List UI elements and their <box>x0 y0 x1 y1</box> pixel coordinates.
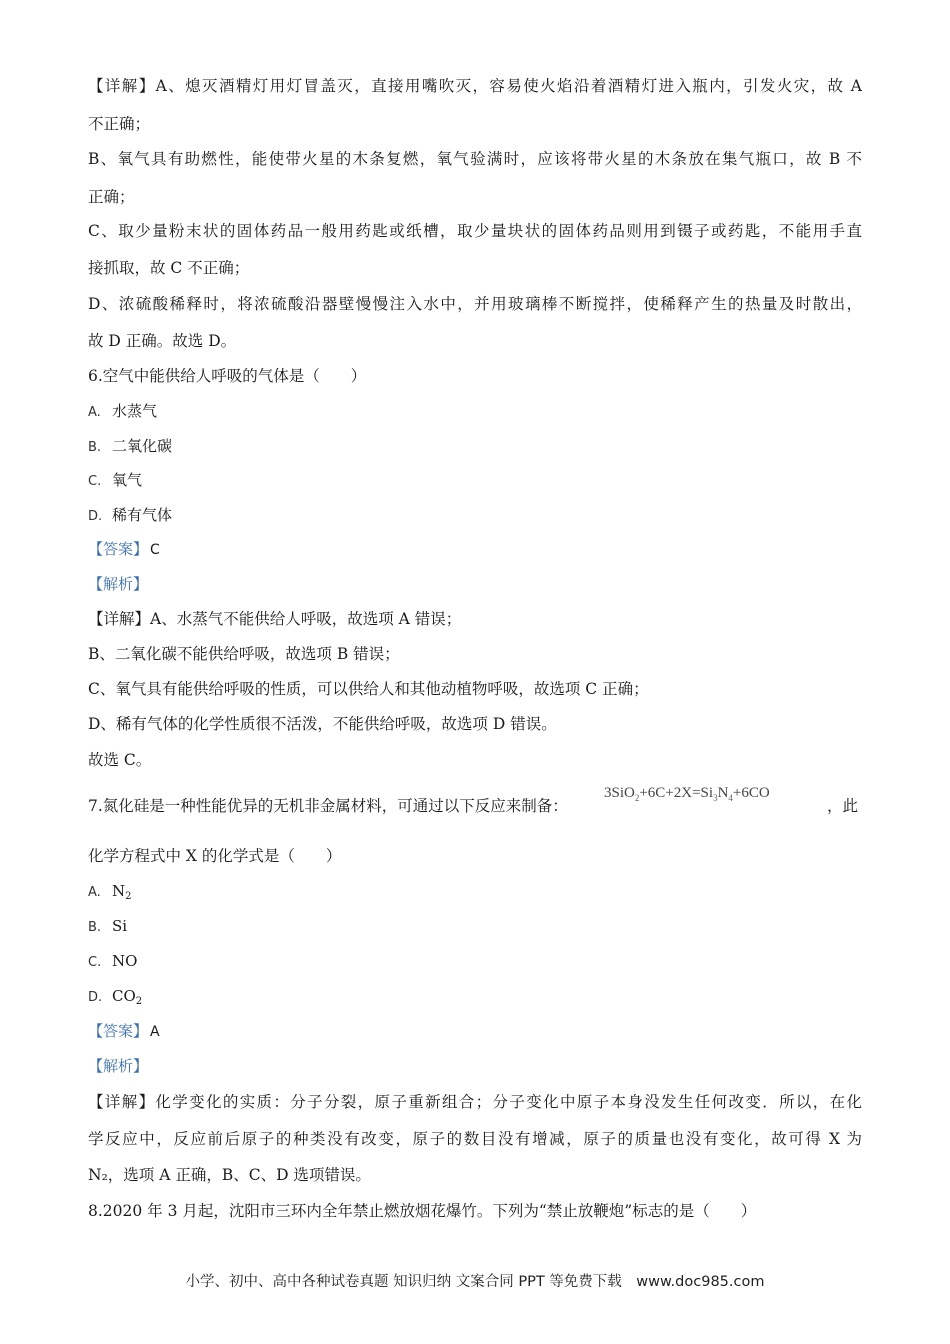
q6-detail-3: C、氧气具有能供给呼吸的性质，可以供给人和其他动植物呼吸，故选项 C 正确； <box>88 680 649 698</box>
q5-detail-b-line1: B、氧气具有助燃性，能使带火星的木条复燃，氧气验满时，应该将带火星的木条放在集气瓶口，故 B 不 <box>88 150 862 168</box>
q7-option-d: D. $CO_2$ <box>88 987 143 1007</box>
q6-detail-2: B、二氧化碳不能供给呼吸，故选项 B 错误； <box>88 645 400 663</box>
q6-detail-1: 【详解】A、水蒸气不能供给人呼吸，故选项 A 错误； <box>88 610 462 628</box>
q5-detail-c-line1: C、取少量粉末状的固体药品一般用药匙或纸槽，取少量块状的固体药品则用到镊子或药匙，不能用手直 <box>88 222 862 240</box>
q7-detail-2: 学反应中，反应前后原子的种类没有改变，原子的数目没有增减，原子的质量也没有变化，故可得 X 为 <box>88 1130 862 1148</box>
answer-value: C <box>150 542 160 558</box>
q6-answer <box>88 539 160 560</box>
q5-detail-c-line2: 接抓取，故 C 不正确； <box>88 259 250 277</box>
q6-detail-4: D、稀有气体的化学性质很不活泼，不能供给呼吸，故选项 D 错误。 <box>88 715 557 733</box>
answer-tag: 【答案】 <box>88 1022 149 1040</box>
q6-detail-5: 故选 C。 <box>88 751 152 769</box>
q7-equation: $3SiO_2+6C+2X=Si_3N_4+6CO$ <box>604 785 770 803</box>
q7-stem-tail: ，此 <box>827 797 859 815</box>
q5-detail-b-line2: 正确； <box>88 188 135 206</box>
q7-stem-line1: 7.氮化硅是一种性能优异的无机非金属材料，可通过以下反应来制备： <box>88 797 568 815</box>
q7-stem-line2: 化学方程式中 X 的化学式是（ ） <box>88 847 342 865</box>
q6-option-a: A. 水蒸气 <box>88 402 158 420</box>
q7-analysis-tag: 【解析】 <box>88 1057 149 1075</box>
q6-stem: 6.空气中能供给人呼吸的气体是（ ） <box>88 367 367 385</box>
q7-option-b: B. Si <box>88 917 128 935</box>
q7-option-a: A. $N_2$ <box>88 882 132 902</box>
q6-option-d: D. 稀有气体 <box>88 506 173 524</box>
q5-detail-d-line1: D、浓硫酸稀释时，将浓硫酸沿器壁慢慢注入水中，并用玻璃棒不断搅拌，使稀释产生的热量及时散出， <box>88 295 862 313</box>
answer-tag: 【答案】 <box>88 540 149 558</box>
q6-option-b: B. 二氧化碳 <box>88 437 173 455</box>
q7-answer <box>88 1021 160 1042</box>
q5-detail-a-line1: 【详解】A、熄灭酒精灯用灯冒盖灭，直接用嘴吹灭，容易使火焰沿着酒精灯进入瓶内，引发火灾，故 A <box>88 77 862 95</box>
q5-detail-d-line2: 故 D 正确。故选 D。 <box>88 332 237 350</box>
page-footer: 小学、初中、高中各种试卷真题 知识归纳 文案合同 PPT 等免费下载 www.doc985.com <box>185 1274 765 1290</box>
answer-value: A <box>150 1024 160 1040</box>
q7-option-c: C. NO <box>88 952 138 970</box>
q5-detail-a-line2: 不正确； <box>88 115 151 133</box>
q7-detail-1: 【详解】化学变化的实质：分子分裂，原子重新组合；分子变化中原子本身没发生任何改变．所以，在化 <box>88 1093 862 1111</box>
q6-option-c: C. 氧气 <box>88 471 143 489</box>
q7-detail-3: N₂，选项 A 正确，B、C、D 选项错误。 <box>88 1166 371 1184</box>
q6-analysis-tag: 【解析】 <box>88 575 149 593</box>
q8-stem: 8.2020 年 3 月起，沈阳市三环内全年禁止燃放烟花爆竹。下列为“禁止放鞭炮”标志的是（ ） <box>88 1202 757 1220</box>
